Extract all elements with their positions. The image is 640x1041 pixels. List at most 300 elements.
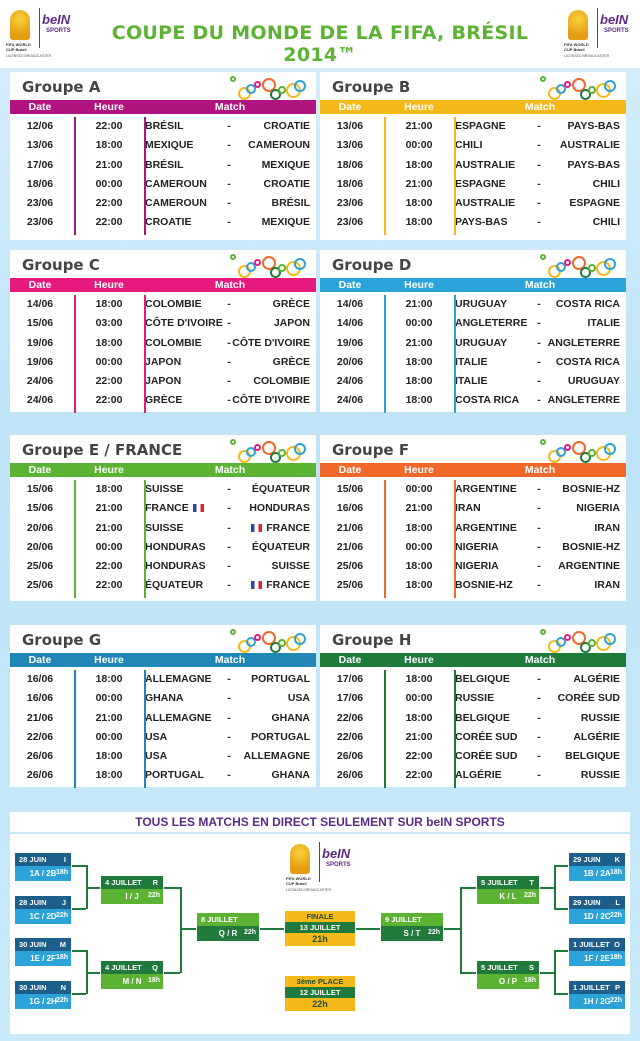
- team-home-name: NIGERIA: [455, 540, 499, 553]
- column-divider: [454, 670, 456, 788]
- column-divider: [74, 480, 76, 598]
- match-box-date: [569, 938, 625, 951]
- match-row: [10, 295, 316, 314]
- vs-dash: -: [227, 298, 231, 310]
- match-hour: 18:00: [95, 769, 123, 782]
- vs-dash: -: [227, 139, 231, 152]
- match-teams: Q / R: [218, 929, 238, 938]
- team-home: [455, 139, 482, 151]
- match-hour: 21:00: [405, 730, 433, 743]
- match-row: [320, 353, 626, 372]
- match-row: [10, 314, 316, 333]
- team-away-name: FRANCE: [266, 579, 310, 592]
- table-header: [10, 100, 316, 114]
- team-home: [145, 375, 181, 387]
- match-date: 15/06: [26, 483, 54, 495]
- team-home: [145, 502, 204, 514]
- match-box-date: [381, 913, 443, 926]
- team-away: [262, 216, 310, 228]
- team-home-name: GHANA: [145, 692, 184, 705]
- team-away-name: PORTUGAL: [251, 730, 310, 743]
- match-hour: 22:00: [405, 750, 433, 763]
- team-home-name: ARGENTINE: [455, 483, 517, 495]
- match-row: [320, 213, 626, 232]
- team-away: [271, 197, 310, 209]
- match-date: 26/06: [26, 750, 54, 763]
- column-divider: [144, 295, 146, 413]
- match-hour: 21:00: [95, 711, 123, 724]
- team-away-name: ÉQUATEUR: [251, 540, 310, 553]
- team-away-name: RUSSIE: [580, 769, 620, 782]
- column-match: Match: [524, 279, 556, 291]
- third-place-box-date: 12 JUILLET: [285, 987, 355, 998]
- team-away: [262, 159, 310, 171]
- team-away: [271, 560, 310, 572]
- confetti-decoration-icon: [224, 250, 310, 280]
- match-row: [320, 499, 626, 518]
- team-away-name: GRÈCE: [272, 298, 310, 310]
- team-home: [455, 120, 506, 132]
- match-row: [320, 576, 626, 595]
- match-hour: 00:00: [95, 177, 123, 190]
- match-box: [196, 912, 260, 942]
- match-id: T: [529, 878, 534, 887]
- team-home: [145, 560, 206, 572]
- match-row: [10, 117, 316, 136]
- group-card: [10, 435, 316, 601]
- team-away-name: AUSTRALIE: [559, 139, 620, 152]
- match-row: [320, 295, 626, 314]
- column-divider: [144, 117, 146, 235]
- match-box-teams: [15, 994, 71, 1009]
- column-hour: Heure: [404, 101, 434, 113]
- team-home: [145, 731, 167, 743]
- match-hour: 18:00: [95, 336, 123, 349]
- match-box-teams: [15, 866, 71, 881]
- column-hour: Heure: [404, 654, 434, 666]
- match-hour: 22h: [523, 892, 536, 899]
- column-date: Date: [338, 101, 362, 113]
- column-hour: Heure: [94, 279, 124, 291]
- match-list: [320, 117, 626, 233]
- bein-logo-part: beIN: [322, 846, 351, 861]
- bein-logo-text: beIN: [42, 12, 71, 27]
- team-home: [455, 502, 481, 514]
- match-date: 26/06: [336, 750, 364, 763]
- team-home: [145, 769, 204, 781]
- team-home-name: AUSTRALIE: [455, 158, 516, 171]
- vs-dash: -: [537, 317, 541, 330]
- confetti-decoration-icon: [534, 625, 620, 655]
- vs-dash: -: [537, 216, 541, 229]
- match-teams: 1H / 2G: [583, 997, 611, 1006]
- vs-dash: -: [227, 355, 231, 368]
- team-away: [560, 139, 620, 151]
- vs-dash: -: [537, 711, 541, 724]
- team-home-name: USA: [145, 730, 168, 743]
- vs-dash: -: [227, 375, 231, 388]
- match-id: N: [60, 983, 66, 992]
- vs-dash: -: [537, 375, 541, 388]
- team-home: [455, 712, 510, 724]
- team-home-name: MEXIQUE: [145, 139, 194, 152]
- match-date: 17/06: [336, 692, 364, 705]
- match-date: 23/06: [26, 197, 54, 210]
- team-away: [251, 522, 310, 534]
- vs-dash: -: [537, 158, 541, 171]
- match-row: [10, 334, 316, 353]
- bracket-line: [460, 887, 476, 889]
- match-box: [568, 980, 626, 1010]
- match-row: [10, 747, 316, 766]
- team-home-name: BELGIQUE: [455, 673, 510, 685]
- bracket-line: [356, 928, 380, 930]
- match-hour: 22:00: [95, 197, 123, 210]
- match-box-teams: [569, 951, 625, 966]
- column-divider: [454, 117, 456, 235]
- team-away-name: JAPON: [273, 317, 310, 330]
- team-away: [249, 502, 310, 514]
- vs-dash: -: [537, 769, 541, 782]
- vs-dash: -: [537, 394, 541, 407]
- match-hour: 22h: [55, 997, 68, 1004]
- vs-dash: -: [227, 692, 231, 705]
- match-hour: 18:00: [95, 139, 123, 152]
- group-name: Groupe G: [22, 631, 102, 649]
- column-date: Date: [28, 654, 52, 666]
- match-box-teams: [477, 889, 539, 904]
- match-box: [100, 875, 164, 905]
- trophy-icon: [290, 844, 310, 874]
- team-home-name: COLOMBIE: [145, 298, 202, 310]
- bracket-line: [72, 993, 86, 995]
- team-away-name: MEXIQUE: [261, 216, 310, 229]
- match-date: 14/06: [336, 317, 364, 330]
- match-hour: 21:00: [405, 502, 433, 515]
- team-home-name: BRÉSIL: [145, 158, 184, 171]
- team-home: [145, 579, 203, 591]
- match-date: 25/06: [336, 560, 364, 573]
- match-hour: 18:00: [405, 394, 433, 407]
- team-away-name: ARGENTINE: [558, 560, 620, 573]
- bracket-line: [554, 993, 568, 995]
- bracket-line: [72, 950, 86, 952]
- column-date: Date: [338, 654, 362, 666]
- bracket-line: [180, 887, 182, 973]
- match-hour: 18h: [55, 954, 68, 961]
- match-date: 25/06: [26, 560, 54, 573]
- team-home-name: CAMEROUN: [145, 177, 207, 190]
- bracket-line: [554, 950, 568, 952]
- column-hour: Heure: [94, 101, 124, 113]
- match-date: 25/06: [336, 579, 364, 592]
- team-away-name: HONDURAS: [249, 502, 310, 515]
- team-away-name: SUISSE: [271, 560, 310, 573]
- team-away-name: URUGUAY: [567, 375, 620, 388]
- bracket-line: [260, 928, 284, 930]
- match-row: [320, 314, 626, 333]
- trophy-icon: [568, 10, 588, 40]
- team-away-name: BRÉSIL: [271, 197, 310, 210]
- bracket-line: [164, 887, 180, 889]
- vs-dash: -: [227, 197, 231, 210]
- live-banner: TOUS LES MATCHS EN DIRECT SEULEMENT SUR beIN SPORTS: [10, 812, 630, 832]
- match-date: 20/06: [26, 540, 54, 553]
- column-divider: [144, 480, 146, 598]
- match-box-teams: [569, 866, 625, 881]
- team-away: [576, 502, 620, 514]
- team-away: [593, 216, 620, 228]
- team-home: [145, 159, 184, 171]
- match-date: 30 JUIN: [19, 983, 47, 992]
- match-date: 4 JUILLET: [105, 878, 142, 887]
- match-row: [10, 175, 316, 194]
- team-away-name: RUSSIE: [580, 711, 620, 724]
- right-logo: [564, 8, 634, 60]
- match-date: 19/06: [336, 336, 364, 349]
- column-match: Match: [214, 279, 246, 291]
- match-box: [14, 980, 72, 1010]
- team-home: [455, 579, 513, 591]
- lic-logo-part: LICENSED BROADCASTER: [286, 888, 332, 892]
- vs-dash: -: [227, 177, 231, 190]
- match-teams: 1B / 2A: [583, 869, 611, 878]
- vs-dash: -: [537, 692, 541, 705]
- team-away: [569, 197, 620, 209]
- match-box-date: [15, 853, 71, 866]
- team-home: [455, 394, 519, 406]
- team-away-name: CAMEROUN: [248, 139, 310, 152]
- team-home-name: ESPAGNE: [455, 177, 506, 190]
- match-hour: 00:00: [95, 692, 123, 705]
- vs-dash: -: [227, 750, 231, 763]
- bracket-line: [72, 908, 86, 910]
- vs-dash: -: [227, 730, 231, 743]
- team-home-name: CHILI: [455, 139, 483, 152]
- match-date: 16/06: [26, 692, 54, 705]
- group-name: Groupe C: [22, 256, 100, 274]
- match-hour: 21:00: [95, 502, 123, 515]
- team-home-name: GRÈCE: [145, 394, 183, 407]
- france-flag-icon: [251, 581, 262, 589]
- team-home-name: CÔTE D'IVOIRE: [145, 317, 223, 330]
- vs-dash: -: [227, 317, 231, 330]
- match-date: 24/06: [336, 394, 364, 407]
- match-row: [10, 353, 316, 372]
- team-away-name: CHILI: [592, 177, 620, 190]
- team-away: [273, 298, 310, 310]
- match-date: 19/06: [26, 336, 54, 349]
- match-box-date: [477, 961, 539, 974]
- vs-dash: -: [227, 120, 231, 132]
- vs-dash: -: [227, 673, 231, 685]
- match-date: 26/06: [336, 769, 364, 782]
- confetti-decoration-icon: [534, 250, 620, 280]
- match-date: 21/06: [336, 521, 364, 534]
- team-away-name: ANGLETERRE: [547, 394, 620, 407]
- bein-logo-text: beIN: [600, 12, 629, 27]
- vs-dash: -: [227, 483, 231, 495]
- team-home: [145, 483, 184, 495]
- column-divider: [384, 670, 386, 788]
- match-box: [14, 937, 72, 967]
- vs-dash: -: [537, 750, 541, 763]
- team-home: [455, 731, 517, 743]
- team-home-name: CORÉE SUD: [455, 730, 518, 743]
- team-home: [145, 673, 212, 685]
- match-teams: 1F / 2E: [584, 954, 610, 963]
- match-date: 13/06: [336, 120, 364, 132]
- table-header: [320, 100, 626, 114]
- match-hour: 18:00: [405, 216, 433, 229]
- bracket-line: [540, 887, 554, 889]
- team-home: [145, 120, 184, 132]
- match-date: 28 JUIN: [19, 898, 47, 907]
- bracket-line: [554, 950, 556, 994]
- bracket-line: [444, 928, 460, 930]
- team-home: [455, 159, 515, 171]
- team-away-name: CÔTE D'IVOIRE: [232, 336, 310, 349]
- match-list: [10, 117, 316, 233]
- match-teams: 1E / 2F: [30, 954, 56, 963]
- match-box-date: [477, 876, 539, 889]
- team-home-name: URUGUAY: [455, 298, 508, 310]
- match-hour: 18:00: [95, 298, 123, 310]
- match-box-date: [569, 853, 625, 866]
- match-row: [320, 728, 626, 747]
- match-row: [10, 480, 316, 499]
- sports-logo-part: SPORTS: [326, 862, 351, 868]
- match-date: 20/06: [336, 355, 364, 368]
- match-box-teams: [569, 994, 625, 1009]
- sep-logo-part: [319, 842, 320, 882]
- match-box: [380, 912, 444, 942]
- team-home: [455, 337, 507, 349]
- page-title: COUPE DU MONDE DE LA FIFA, BRÉSIL 2014™: [111, 22, 529, 66]
- team-away: [272, 769, 311, 781]
- match-hour: 22:00: [95, 560, 123, 573]
- match-box: [568, 852, 626, 882]
- match-date: 18/06: [336, 158, 364, 171]
- bracket-line: [72, 865, 86, 867]
- group-name: Groupe F: [332, 441, 410, 459]
- vs-dash: -: [227, 540, 231, 553]
- bracket-line: [554, 908, 568, 910]
- match-hour: 00:00: [95, 540, 123, 553]
- team-home-name: CORÉE SUD: [455, 750, 518, 763]
- bracket-line: [540, 972, 554, 974]
- match-box-teams: [477, 974, 539, 989]
- match-list: [320, 670, 626, 786]
- team-away-name: CROATIE: [263, 177, 310, 190]
- final-box: [284, 910, 356, 947]
- team-home-name: NIGERIA: [455, 560, 499, 573]
- team-home: [455, 298, 507, 310]
- column-divider: [144, 670, 146, 788]
- match-box: [14, 852, 72, 882]
- match-date: 14/06: [336, 298, 364, 310]
- match-row: [10, 557, 316, 576]
- group-name: Groupe D: [332, 256, 412, 274]
- match-hour: 21:00: [405, 336, 433, 349]
- match-box-date: [15, 896, 71, 909]
- match-hour: 00:00: [405, 483, 433, 495]
- bracket-line: [460, 887, 462, 973]
- team-away: [251, 673, 310, 685]
- match-hour: 22:00: [95, 120, 123, 132]
- match-hour: 18:00: [405, 560, 433, 573]
- team-away-name: COSTA RICA: [555, 298, 620, 310]
- match-box-date: [101, 876, 163, 889]
- group-card: [320, 72, 626, 240]
- team-away: [232, 337, 310, 349]
- team-away-name: CHILI: [592, 216, 620, 229]
- match-row: [320, 391, 626, 410]
- team-home-name: FRANCE: [145, 502, 189, 515]
- match-hour: 18:00: [405, 197, 433, 210]
- licensed-text: LICENSED BROADCASTER: [564, 54, 610, 58]
- fifa-logo-text: FIFA WORLD CUP Brasil: [564, 42, 589, 52]
- team-away: [568, 375, 620, 387]
- team-away-name: ÉQUATEUR: [251, 483, 310, 495]
- column-hour: Heure: [94, 464, 124, 476]
- column-match: Match: [214, 101, 246, 113]
- column-divider: [384, 295, 386, 413]
- match-hour: 22h: [55, 912, 68, 919]
- team-away-name: GHANA: [271, 769, 310, 782]
- vs-dash: -: [537, 336, 541, 349]
- team-home: [145, 317, 223, 329]
- team-home: [455, 560, 499, 572]
- team-home-name: ANGLETERRE: [455, 317, 528, 330]
- team-away-name: FRANCE: [266, 521, 310, 534]
- team-home-name: JAPON: [145, 355, 182, 368]
- match-date: 1 JUILLET: [573, 940, 610, 949]
- match-date: 23/06: [336, 216, 364, 229]
- match-hour: 22h: [609, 912, 622, 919]
- match-row: [320, 557, 626, 576]
- team-away: [581, 712, 620, 724]
- team-away-name: BELGIQUE: [565, 750, 620, 763]
- team-home-name: COLOMBIE: [145, 336, 202, 349]
- match-date: 21/06: [26, 711, 54, 724]
- fifa-logo-part: FIFA WORLD CUP Brasil: [286, 876, 311, 886]
- vs-dash: -: [227, 711, 231, 724]
- match-date: 24/06: [336, 375, 364, 388]
- match-box-date: [101, 961, 163, 974]
- table-header: [320, 653, 626, 667]
- vs-dash: -: [227, 158, 231, 171]
- match-list: [320, 480, 626, 596]
- vs-dash: -: [227, 336, 231, 349]
- vs-dash: -: [537, 579, 541, 592]
- vs-dash: -: [227, 216, 231, 229]
- match-row: [10, 689, 316, 708]
- column-divider: [74, 670, 76, 788]
- team-home-name: PORTUGAL: [145, 769, 204, 782]
- team-home: [145, 394, 182, 406]
- match-row: [10, 538, 316, 557]
- team-away: [594, 522, 620, 534]
- team-away: [556, 298, 620, 310]
- column-match: Match: [524, 464, 556, 476]
- vs-dash: -: [537, 120, 541, 132]
- match-hour: 22:00: [405, 769, 433, 782]
- team-home-name: BELGIQUE: [455, 711, 510, 724]
- match-row: [10, 372, 316, 391]
- match-hour: 22h: [243, 929, 256, 936]
- match-row: [320, 766, 626, 785]
